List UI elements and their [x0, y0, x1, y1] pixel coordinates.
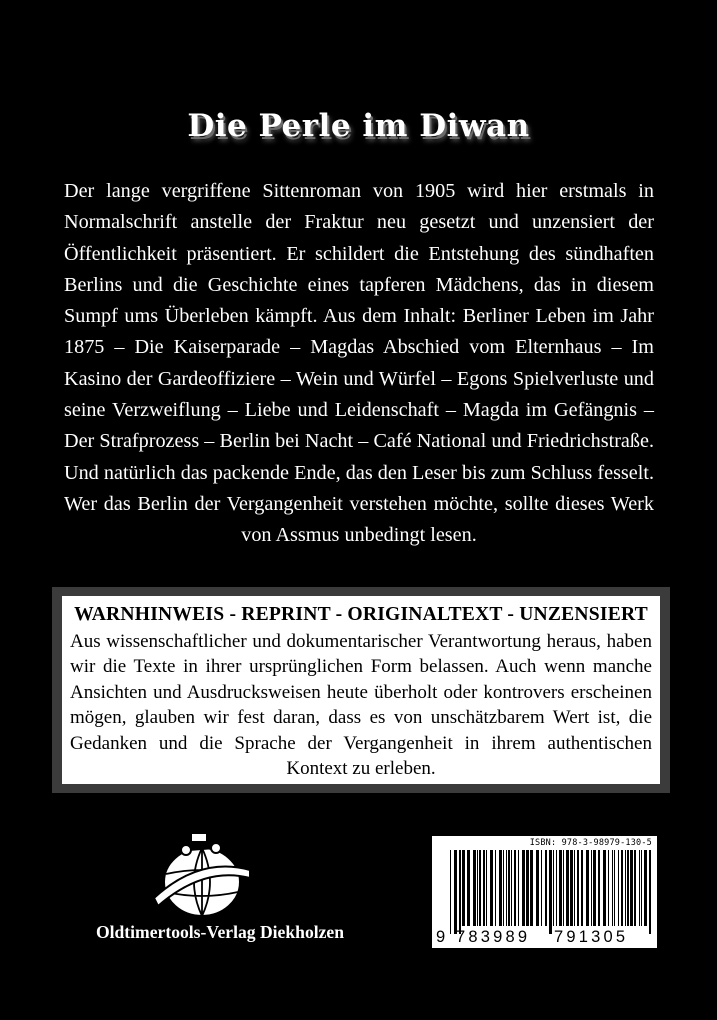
barcode-bar: [603, 850, 606, 926]
barcode-bar: [630, 850, 633, 926]
barcode-bar: [598, 850, 600, 926]
barcode-bar: [559, 850, 562, 926]
barcode-bar: [536, 850, 539, 926]
warning-heading: WARNHINWEIS - REPRINT - ORIGINALTEXT - UNZENSIERT: [74, 604, 648, 625]
barcode-bar: [614, 850, 615, 926]
barcode-bar: [459, 850, 461, 934]
barcode-bar: [641, 850, 642, 926]
isbn-digit-first: 9: [436, 928, 446, 946]
barcode-bar: [506, 850, 507, 926]
barcode-bar: [621, 850, 623, 926]
barcode-bar: [495, 850, 496, 926]
barcode-bar: [467, 850, 470, 926]
barcode-bar: [522, 850, 525, 926]
barcode-bar: [612, 850, 613, 926]
barcode-bar: [570, 850, 573, 926]
warning-text: Aus wissenschaftlicher und dokumentarischer Verantwortung heraus, haben wir die Texte in ihrer ursprünglichen Form belassen. Auch wenn manche Ansichten und Ausdrucksweisen heute überholt oder kontrovers erscheinen mögen, glauben wir fest daran, dass es von unschätzbarem Wert ist, die Gedanken und die Sprache der Vergangenheit in ihrem authentischen Kontext zu erleben.: [70, 631, 652, 780]
barcode-bar: [625, 850, 626, 926]
barcode-bar: [511, 850, 512, 926]
barcode-bar: [514, 850, 516, 926]
barcode-bar: [503, 850, 504, 926]
barcode-bar: [618, 850, 619, 926]
publisher-name: Oldtimertools-Verlag Diekholzen: [95, 922, 345, 942]
barcode-bar: [508, 850, 510, 926]
barcode-bar: [499, 850, 502, 926]
barcode-bar: [649, 850, 651, 934]
warning-box: [62, 596, 660, 784]
barcode-bar: [462, 850, 465, 926]
barcode-bar: [541, 850, 542, 926]
barcode-bar: [591, 850, 592, 926]
barcode-bar: [574, 850, 575, 926]
isbn-label: ISBN: 978-3-98979-130-5: [529, 838, 652, 848]
barcode-bar: [639, 850, 640, 926]
book-title: Die Perle im Diwan: [187, 108, 530, 144]
barcode-bar: [530, 850, 533, 926]
barcode-bar: [593, 850, 596, 926]
globe-car-logo-icon: [150, 826, 254, 922]
barcode-bar: [473, 850, 476, 926]
barcode-bar: [634, 850, 636, 926]
barcode-bar: [644, 850, 647, 926]
barcode-bar: [556, 850, 557, 926]
barcode-bar: [577, 850, 579, 926]
barcode-bar: [479, 850, 481, 926]
barcode-bar: [586, 850, 589, 926]
book-blurb: Der lange vergriffene Sittenroman von 1905 wird hier erstmals in Normalschrift anstelle der Fraktur neu gesetzt und unzensiert der Öffentlichkeit präsentiert. Er schildert die Entstehung des sündhaften Berlins und die Geschichte eines tapferen Mädchens, das in diesem Sumpf ums Überleben kämpft. Aus dem Inhalt: Berliner Leben im Jahr 1875 – Die Kaiserparade – Magdas Abschied vom Elternhaus – Im Kasino der Gardeoffiziere – Wein und Würfel – Egons Spielverluste und seine Verzweiflung – Liebe und Leidenschaft – Magda im Gefängnis – Der Strafprozess – Berlin bei Nacht – Café National und Friedrichstraße. Und natürlich das packende Ende, das den Leser bis zum Schluss fesselt. Wer das Berlin der Vergangenheit verstehen möchte, sollte dieses Werk von Assmus unbedingt lesen.: [64, 180, 654, 547]
barcode-bar: [549, 850, 552, 934]
barcode-bar: [608, 850, 609, 926]
barcode-bar: [566, 850, 569, 926]
barcode-bar: [490, 850, 493, 926]
barcode-bar: [581, 850, 583, 926]
barcode-bar: [518, 850, 519, 926]
isbn-digit-group-left: 783989: [456, 928, 531, 946]
barcode-bar: [486, 850, 487, 926]
barcode-bar: [454, 850, 457, 934]
isbn-digit-group-right: 791305: [554, 928, 629, 946]
isbn-barcode: [432, 836, 657, 948]
barcode-bar: [526, 850, 529, 926]
barcode-bar: [553, 850, 554, 926]
barcode-bar: [477, 850, 478, 926]
barcode-bar: [563, 850, 564, 926]
barcode-bar: [450, 850, 451, 934]
barcode-bar: [627, 850, 629, 926]
barcode-bar: [545, 850, 547, 926]
barcode-bar: [483, 850, 485, 926]
